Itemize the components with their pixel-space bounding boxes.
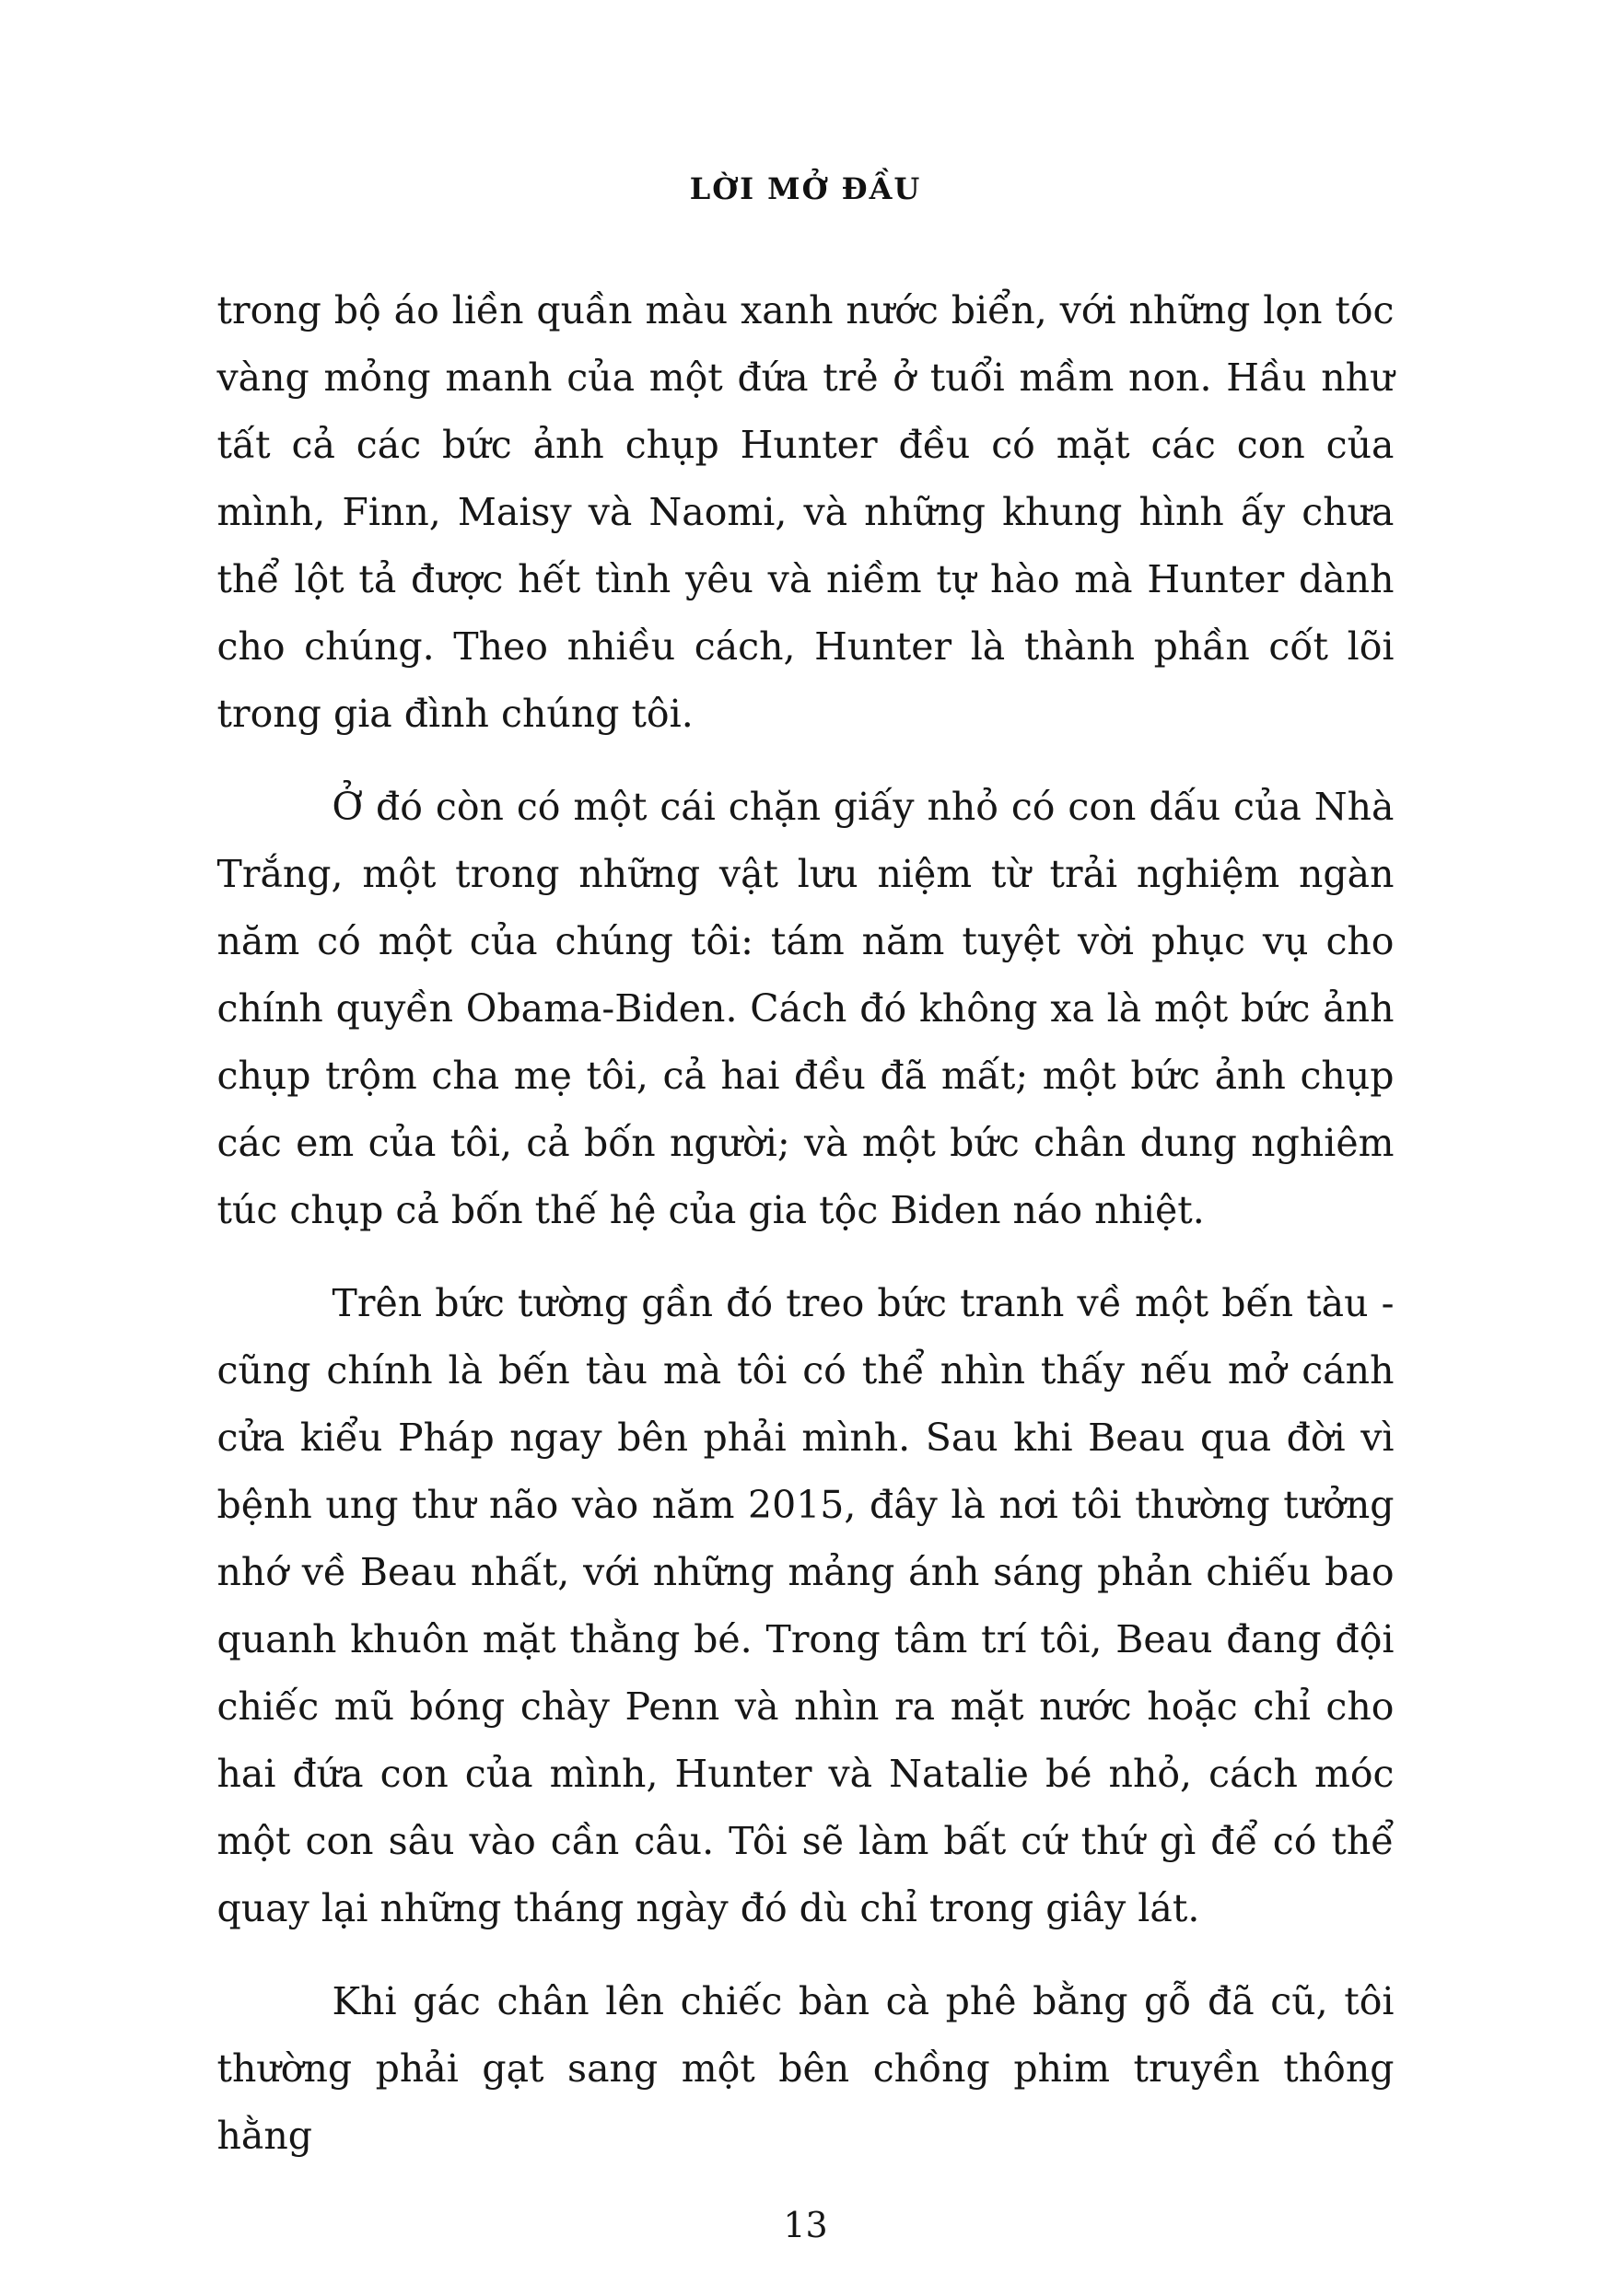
paragraph: Trên bức tường gần đó treo bức tranh về một bến tàu - cũng chính là bến tàu mà tôi có thể nhìn thấy nếu mở cánh cửa kiểu Pháp ngay bên phải mình. Sau khi Beau qua đời vì bệnh ung thư não vào năm 2015, đây là nơi tôi thường tưởng nhớ về Beau nhất, với những mảng ánh sáng phản chiếu bao quanh khuôn mặt thằng bé. Trong tâm trí tôi, Beau đang đội chiếc mũ bóng chày Penn và nhìn ra mặt nước hoặc chỉ cho hai đứa con của mình, Hunter và Natalie bé nhỏ, cách móc một con sâu vào cần câu. Tôi sẽ làm bất cứ thứ gì để có thể quay lại những tháng ngày đó dù chỉ trong giây lát. (216, 1281, 1395, 1930)
paragraph: Khi gác chân lên chiếc bàn cà phê bằng gỗ đã cũ, tôi thường phải gạt sang một bên chồng phim truyền thông hằng (216, 1979, 1395, 2158)
page-number: 13 (783, 2205, 828, 2245)
paragraph: Ở đó còn có một cái chặn giấy nhỏ có con dấu của Nhà Trắng, một trong những vật lưu niệm từ trải nghiệm ngàn năm có một của chúng tôi: tám năm tuyệt vời phục vụ cho chính quyền Obama-Biden. Cách đó không xa là một bức ảnh chụp trộm cha mẹ tôi, cả hai đều đã mất; một bức ảnh chụp các em của tôi, cả bốn người; và một bức chân dung nghiêm túc chụp cả bốn thế hệ của gia tộc Biden náo nhiệt. (216, 785, 1395, 1232)
paragraph: trong bộ áo liền quần màu xanh nước biển, với những lọn tóc vàng mỏng manh của một đứa trẻ ở tuổi mầm non. Hầu như tất cả các bức ảnh chụp Hunter đều có mặt các con của mình, Finn, Maisy và Naomi, và những khung hình ấy chưa thể lột tả được hết tình yêu và niềm tự hào mà Hunter dành cho chúng. Theo nhiều cách, Hunter là thành phần cốt lõi trong gia đình chúng tôi. (216, 288, 1395, 736)
page-header: LỜI MỞ ĐẦU (689, 171, 922, 206)
page-content (217, 277, 1395, 2170)
